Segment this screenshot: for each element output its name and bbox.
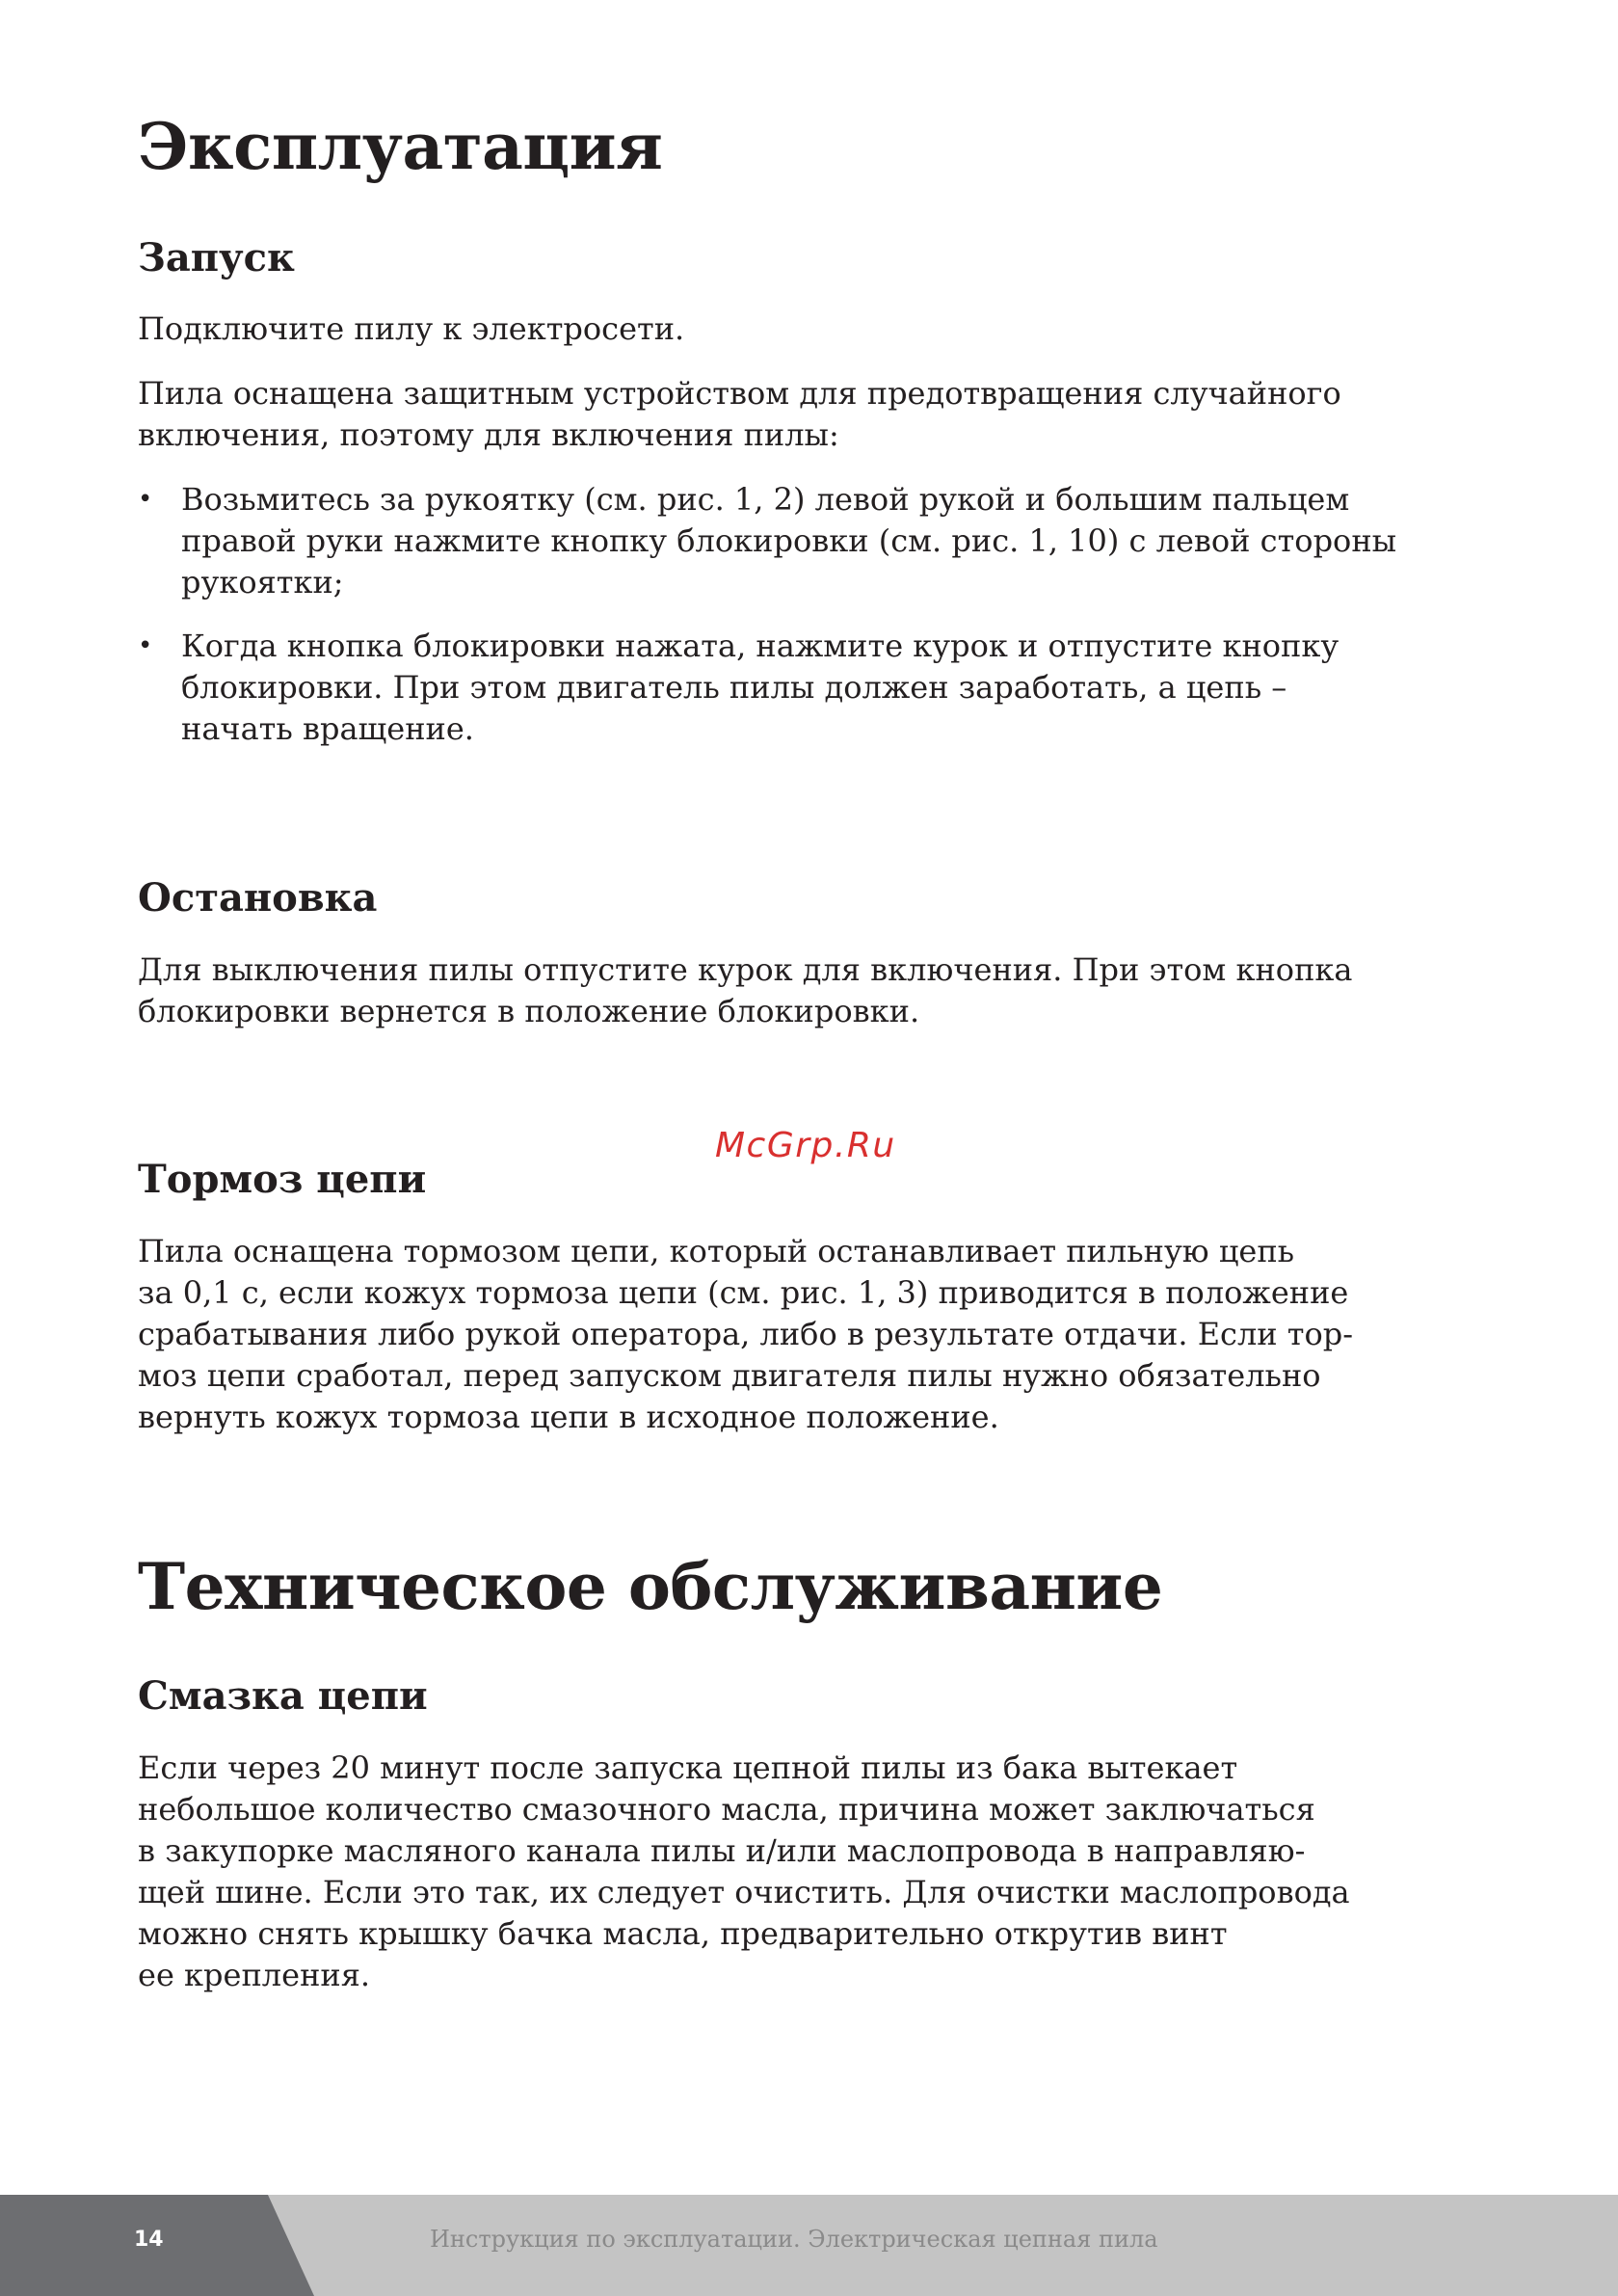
heading-chain-lubrication: Смазка цепи: [138, 1673, 428, 1719]
heading-chain-brake: Тормоз цепи: [138, 1157, 427, 1202]
text-line: можно снять крышку бачка масла, предварительно открутив винт: [138, 1915, 1228, 1952]
page-footer: [0, 2195, 1618, 2296]
text-line: Если через 20 минут после запуска цепной пилы из бака вытекает: [138, 1749, 1238, 1786]
section-title-maintenance: Техническое обслуживание: [138, 1549, 1163, 1624]
bullet-icon: •: [138, 485, 153, 514]
list-item: [138, 626, 1487, 750]
heading-stop: Остановка: [138, 875, 378, 921]
text-line: Пила оснащена тормозом цепи, который останавливает пильную цепь: [138, 1233, 1295, 1269]
bullet-icon: •: [138, 631, 153, 660]
text-line: ее крепления.: [138, 1957, 371, 1993]
start-bullet-list: [138, 479, 1487, 772]
text-line: небольшое количество смазочного масла, причина может заключаться: [138, 1791, 1315, 1828]
text-line: включения, поэтому для включения пилы:: [138, 416, 839, 453]
text-line: Когда кнопка блокировки нажата, нажмите курок и отпустите кнопку: [181, 627, 1339, 664]
text-line: за 0,1 с, если кожух тормоза цепи (см. рис. 1, 3) приводится в положение: [138, 1274, 1349, 1311]
text-line: блокировки. При этом двигатель пилы должен заработать, а цепь –: [181, 669, 1287, 706]
list-item: [138, 479, 1487, 603]
text-line: Возьмитесь за рукоятку (см. рис. 1, 2) левой рукой и большим пальцем: [181, 481, 1350, 518]
footer-document-title: Инструкция по эксплуатации. Электрическая цепная пила: [430, 2226, 1158, 2253]
chain-lubrication-paragraph: [138, 1748, 1487, 1996]
start-paragraph-1: Подключите пилу к электросети.: [138, 310, 685, 347]
stop-paragraph: [138, 949, 1487, 1032]
heading-start: Запуск: [138, 235, 295, 280]
text-line: срабатывания либо рукой оператора, либо в результате отдачи. Если тор-: [138, 1316, 1354, 1352]
text-line: рукоятки;: [181, 564, 344, 601]
start-paragraph-2: [138, 373, 1487, 456]
watermark: McGrp.Ru: [715, 1126, 896, 1165]
section-title-operation: Эксплуатация: [138, 109, 663, 184]
text-line: щей шине. Если это так, их следует очистить. Для очистки маслопровода: [138, 1874, 1350, 1910]
text-line: вернуть кожух тормоза цепи в исходное положение.: [138, 1399, 999, 1435]
chain-brake-paragraph: [138, 1231, 1487, 1438]
page-number: 14: [134, 2228, 164, 2252]
text-line: в закупорке масляного канала пилы и/или маслопровода в направляю-: [138, 1832, 1306, 1869]
text-line: правой руки нажмите кнопку блокировки (см. рис. 1, 10) с левой стороны: [181, 522, 1397, 559]
text-line: блокировки вернется в положение блокировки.: [138, 993, 920, 1029]
text-line: начать вращение.: [181, 710, 474, 747]
text-line: моз цепи сработал, перед запуском двигателя пилы нужно обязательно: [138, 1357, 1321, 1394]
text-line: Для выключения пилы отпустите курок для включения. При этом кнопка: [138, 951, 1353, 988]
text-line: Пила оснащена защитным устройством для предотвращения случайного: [138, 375, 1341, 412]
